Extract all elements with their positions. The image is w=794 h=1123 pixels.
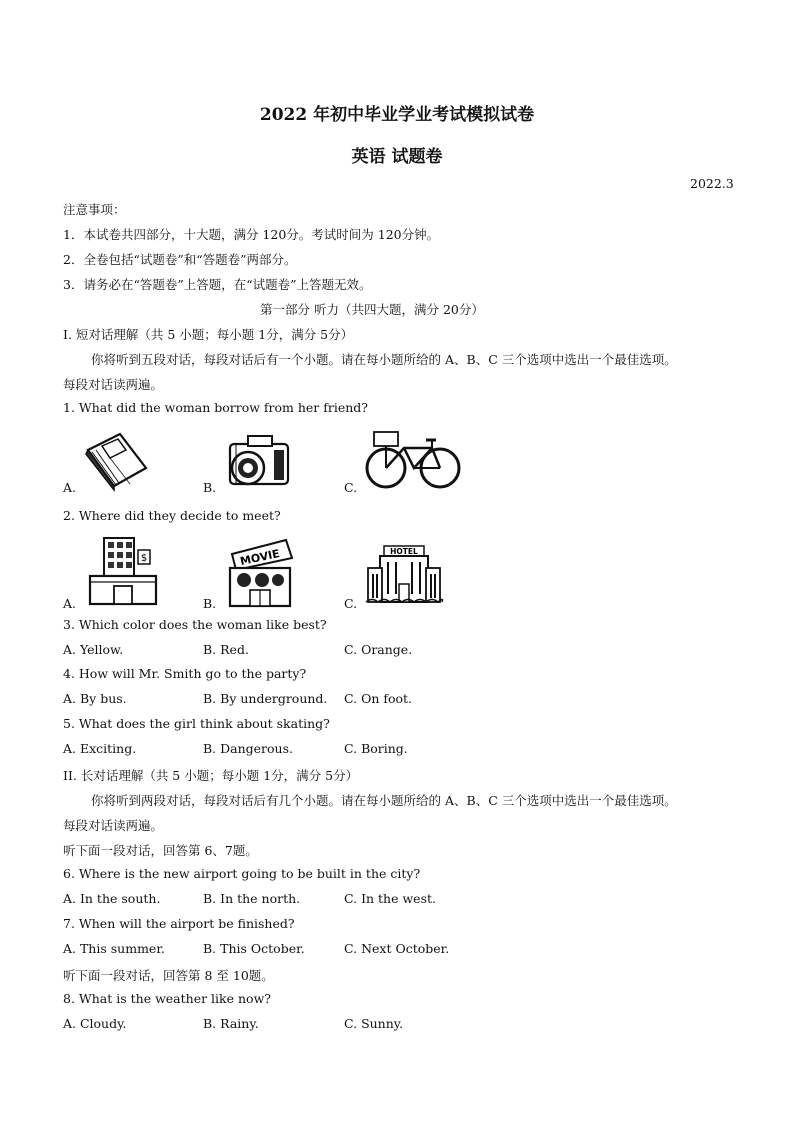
q1-option-b[interactable]: B. xyxy=(203,480,217,495)
q6-option-a[interactable]: A. In the south. xyxy=(63,891,161,906)
exam-title: 2022 年初中毕业学业考试模拟试卷 xyxy=(259,105,535,125)
q3-option-a[interactable]: A. Yellow. xyxy=(63,642,124,657)
q7-option-a[interactable]: A. This summer. xyxy=(63,941,165,956)
question-1: 1. What did the woman borrow from her friend? xyxy=(63,400,368,415)
q2-option-c[interactable]: C. xyxy=(344,596,358,611)
q7-option-b[interactable]: B. This October. xyxy=(203,941,305,956)
question-5: 5. What does the girl think about skating? xyxy=(63,716,330,731)
q5-option-b[interactable]: B. Dangerous. xyxy=(203,741,293,756)
exam-date: 2022.3 xyxy=(690,176,734,191)
question-3: 3. Which color does the woman like best? xyxy=(63,617,327,632)
question-6: 6. Where is the new airport going to be built in the city? xyxy=(63,866,421,881)
q3-option-c[interactable]: C. Orange. xyxy=(344,642,413,657)
exam-subtitle: 英语 试题卷 xyxy=(351,147,443,167)
movie-theater-icon xyxy=(222,536,298,608)
bicycle-icon xyxy=(364,428,464,490)
q8-option-a[interactable]: A. Cloudy. xyxy=(63,1016,127,1031)
section1-heading: I. 短对话理解（共 5 小题；每小题 1分，满分 5分） xyxy=(63,327,354,342)
note-item: 2．全卷包括“试题卷”和“答题卷”两部分。 xyxy=(63,252,297,267)
bank-building-icon xyxy=(86,530,162,606)
notes-heading: 注意事项： xyxy=(63,202,126,217)
section2-heading: II. 长对话理解（共 5 小题；每小题 1分，满分 5分） xyxy=(63,768,359,783)
q8-option-c[interactable]: C. Sunny. xyxy=(344,1016,404,1031)
note-item: 3．请务必在“答题卷”上答题，在“试题卷”上答题无效。 xyxy=(63,277,372,292)
q1-option-c[interactable]: C. xyxy=(344,480,358,495)
q6-option-c[interactable]: C. In the west. xyxy=(344,891,436,906)
q3-option-b[interactable]: B. Red. xyxy=(203,642,249,657)
section2-instruction-cont: 每段对话读两遍。 xyxy=(63,818,164,833)
question-2: 2. Where did they decide to meet? xyxy=(63,508,281,523)
q6-option-b[interactable]: B. In the north. xyxy=(203,891,301,906)
camera-icon xyxy=(222,430,294,490)
q4-option-b[interactable]: B. By underground. xyxy=(203,691,328,706)
section1-instruction-cont: 每段对话读两遍。 xyxy=(63,377,164,392)
part1-heading: 第一部分 听力（共四大题，满分 20分） xyxy=(260,302,484,317)
dialogue-lead-1: 听下面一段对话，回答第 6、7题。 xyxy=(63,843,258,858)
q4-option-a[interactable]: A. By bus. xyxy=(63,691,127,706)
movie-sign: MOVIE xyxy=(238,546,281,569)
hotel-icon xyxy=(364,544,444,606)
svg-text:$: $ xyxy=(140,553,148,564)
q5-option-a[interactable]: A. Exciting. xyxy=(63,741,137,756)
dialogue-lead-2: 听下面一段对话，回答第 8 至 10题。 xyxy=(63,968,274,983)
book-icon xyxy=(80,428,152,490)
q2-option-b[interactable]: B. xyxy=(203,596,217,611)
note-item: 1．本试卷共四部分，十大题，满分 120分。考试时间为 120分钟。 xyxy=(63,227,440,242)
q7-option-c[interactable]: C. Next October. xyxy=(344,941,450,956)
section2-instruction: 你将听到两段对话，每段对话后有几个小题。请在每小题所给的 A、B、C 三个选项中选出一个最佳选项。 xyxy=(91,793,677,808)
question-7: 7. When will the airport be finished? xyxy=(63,916,295,931)
question-8: 8. What is the weather like now? xyxy=(63,991,271,1006)
section1-instruction: 你将听到五段对话，每段对话后有一个小题。请在每小题所给的 A、B、C 三个选项中选出一个最佳选项。 xyxy=(91,352,677,367)
q4-option-c[interactable]: C. On foot. xyxy=(344,691,413,706)
q5-option-c[interactable]: C. Boring. xyxy=(344,741,408,756)
question-4: 4. How will Mr. Smith go to the party? xyxy=(63,666,307,681)
q2-option-a[interactable]: A. xyxy=(63,596,77,611)
q8-option-b[interactable]: B. Rainy. xyxy=(203,1016,259,1031)
hotel-sign: HOTEL xyxy=(390,547,418,556)
q1-option-a[interactable]: A. xyxy=(63,480,77,495)
